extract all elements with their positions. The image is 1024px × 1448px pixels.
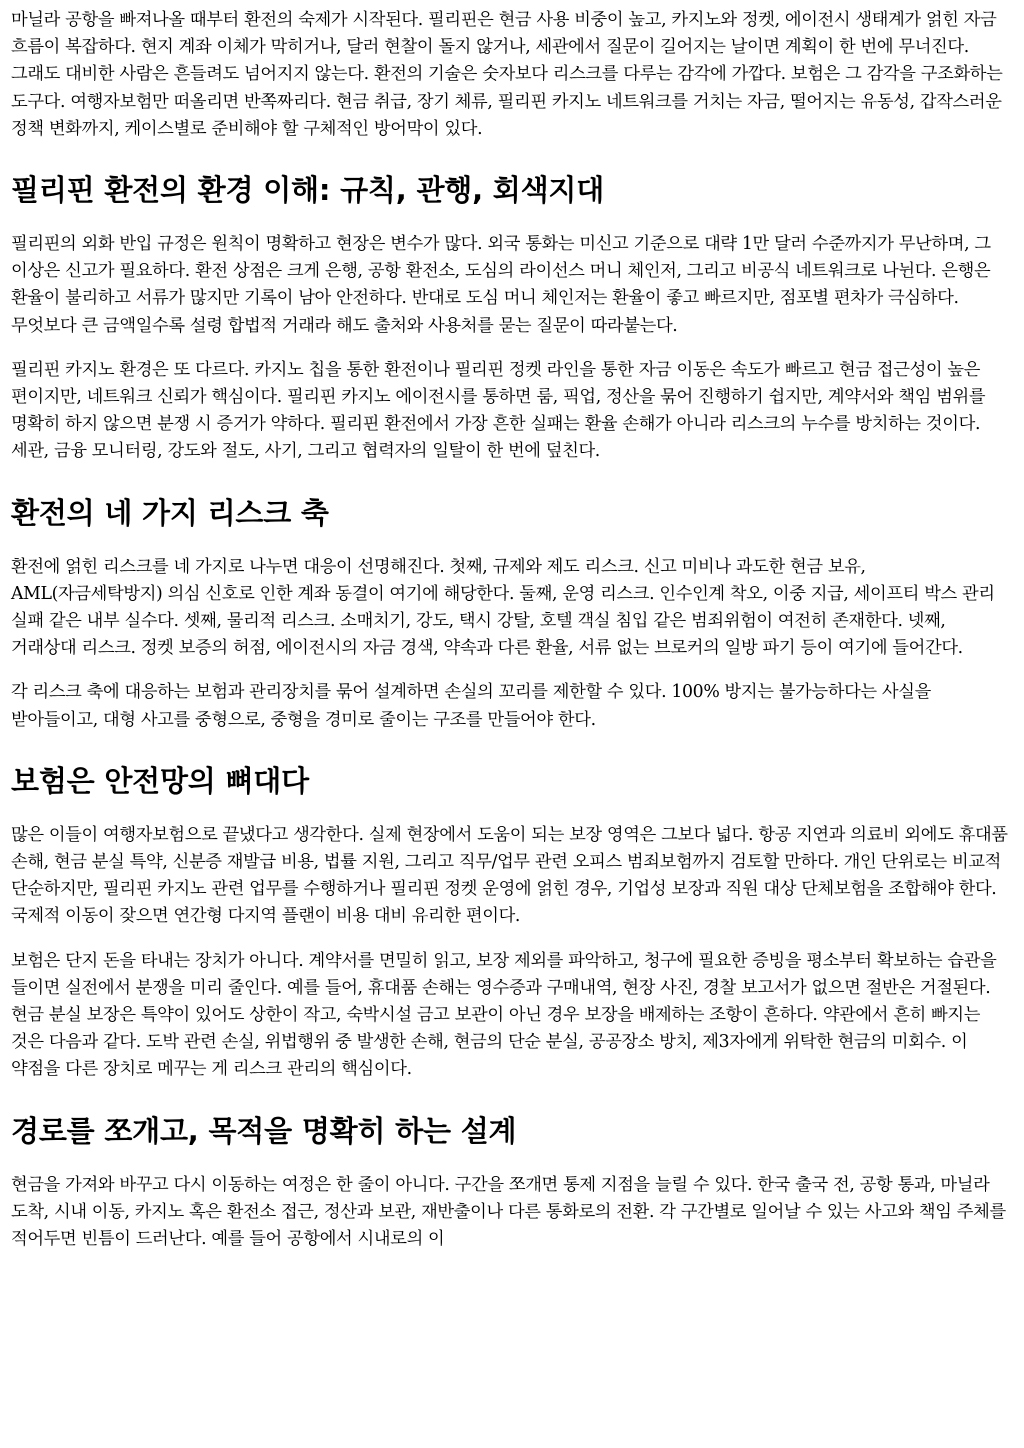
body-paragraph: 환전에 얽힌 리스크를 네 가지로 나누면 대응이 선명해진다. 첫째, 규제와 제도 리스크. 신고 미비나 과도한 현금 보유, AML(자금세탁방지) 의심 신호로 인한 계좌 동결이 여기에 해당한다. 둘째, 운영 리스크. 인수인계 착오, 이중 지급, 세이프티 박스 관리 실패 같은 내부 실수다. 셋째, 물리적 리스크. 소매치기, 강도, 택시 강탈, 호텔 객실 침입 같은 범죄위험이 여전히 존재한다. 넷째, 거래상대 리스크. 정켓 보증의 허점, 에이전시의 자금 경색, 약속과 다른 환율, 서류 없는 브로커의 일방 파기 등이 여기에 들어간다.	[11, 556, 995, 659]
section-heading-insurance: 보험은 안전망의 뼈대다	[11, 763, 309, 798]
body-paragraph: 보험은 단지 돈을 타내는 장치가 아니다. 계약서를 면밀히 읽고, 보장 제외를 파악하고, 청구에 필요한 증빙을 평소부터 확보하는 습관을 들이면 실전에서 분쟁을 미리 줄인다. 예를 들어, 휴대품 손해는 영수증과 구매내역, 현장 사진, 경찰 보고서가 없으면 절반은 거절된다. 현금 분실 보장은 특약이 있어도 상한이 작고, 숙박시설 금고 보관이 아닌 경우 보장을 배제하는 조항이 흔하다. 약관에서 흔히 빠지는 것은 다음과 같다. 도박 관련 손실, 위법행위 중 발생한 손해, 현금의 단순 분실, 공공장소 방치, 제3자에게 위탁한 현금의 미회수. 이 약점을 다른 장치로 메꾸는 게 리스크 관리의 핵심이다.	[11, 950, 997, 1080]
body-paragraph: 각 리스크 축에 대응하는 보험과 관리장치를 묶어 설계하면 손실의 꼬리를 제한할 수 있다. 100% 방지는 불가능하다는 사실을 받아들이고, 대형 사고를 중형으로, 중형을 경미로 줄이는 구조를 만들어야 한다.	[11, 682, 931, 730]
section-heading-risk-axes: 환전의 네 가지 리스크 축	[11, 495, 329, 530]
body-paragraph: 현금을 가져와 바꾸고 다시 이동하는 여정은 한 줄이 아니다. 구간을 쪼개면 통제 지점을 늘릴 수 있다. 한국 출국 전, 공항 통과, 마닐라 도착, 시내 이동, 카지노 혹은 환전소 접근, 정산과 보관, 재반출이나 다른 통화로의 전환. 각 구간별로 일어날 수 있는 사고와 책임 주체를 적어두면 빈틈이 드러난다. 예를 들어 공항에서 시내로의 이	[11, 1174, 1006, 1250]
body-paragraph: 필리핀 카지노 환경은 또 다르다. 카지노 칩을 통한 환전이나 필리핀 정켓 라인을 통한 자금 이동은 속도가 빠르고 현금 접근성이 높은 편이지만, 네트워크 신뢰가 핵심이다. 필리핀 카지노 에이전시를 통하면 룸, 픽업, 정산을 묶어 진행하기 쉽지만, 계약서와 책임 범위를 명확히 하지 않으면 분쟁 시 증거가 약하다. 필리핀 환전에서 가장 흔한 실패는 환율 손해가 아니라 리스크의 누수를 방치하는 것이다. 세관, 금융 모니터링, 강도와 절도, 사기, 그리고 협력자의 일탈이 한 번에 덮친다.	[11, 359, 986, 462]
section-heading-environment: 필리핀 환전의 환경 이해: 규칙, 관행, 회색지대	[11, 173, 605, 208]
article	[11, 7, 1014, 1270]
section-heading-route-design: 경로를 쪼개고, 목적을 명확히 하는 설계	[11, 1113, 517, 1148]
intro-paragraph: 마닐라 공항을 빠져나올 때부터 환전의 숙제가 시작된다. 필리핀은 현금 사용 비중이 높고, 카지노와 정켓, 에이전시 생태계가 얽힌 자금 흐름이 복잡하다. 현지 계좌 이체가 막히거나, 달러 현찰이 돌지 않거나, 세관에서 질문이 길어지는 날이면 계획이 한 번에 무너진다. 그래도 대비한 사람은 흔들려도 넘어지지 않는다. 환전의 기술은 숫자보다 리스크를 다루는 감각에 가깝다. 보험은 그 감각을 구조화하는 도구다. 여행자보험만 떠올리면 반쪽짜리다. 현금 취급, 장기 체류, 필리핀 카지노 네트워크를 거치는 자금, 떨어지는 유동성, 갑작스러운 정책 변화까지, 케이스별로 준비해야 할 구체적인 방어막이 있다.	[11, 10, 1003, 139]
body-paragraph: 필리핀의 외화 반입 규정은 원칙이 명확하고 현장은 변수가 많다. 외국 통화는 미신고 기준으로 대략 1만 달러 수준까지가 무난하며, 그 이상은 신고가 필요하다. 환전 상점은 크게 은행, 공항 환전소, 도심의 라이선스 머니 체인저, 그리고 비공식 네트워크로 나뉜다. 은행은 환율이 불리하고 서류가 많지만 기록이 남아 안전하다. 반대로 도심 머니 체인저는 환율이 좋고 빠르지만, 점포별 편차가 극심하다. 무엇보다 큰 금액일수록 설령 합법적 거래라 해도 출처와 사용처를 묻는 질문이 따라붙는다.	[11, 234, 991, 336]
body-paragraph: 많은 이들이 여행자보험으로 끝냈다고 생각한다. 실제 현장에서 도움이 되는 보장 영역은 그보다 넓다. 항공 지연과 의료비 외에도 휴대품 손해, 현금 분실 특약, 신분증 재발급 비용, 법률 지원, 그리고 직무/업무 관련 오피스 범죄보험까지 검토할 만하다. 개인 단위로는 비교적 단순하지만, 필리핀 카지노 관련 업무를 수행하거나 필리핀 정켓 운영에 얽힌 경우, 기업성 보장과 직원 대상 단체보험을 조합해야 한다. 국제적 이동이 잦으면 연간형 다지역 플랜이 비용 대비 유리한 편이다.	[11, 824, 1008, 927]
